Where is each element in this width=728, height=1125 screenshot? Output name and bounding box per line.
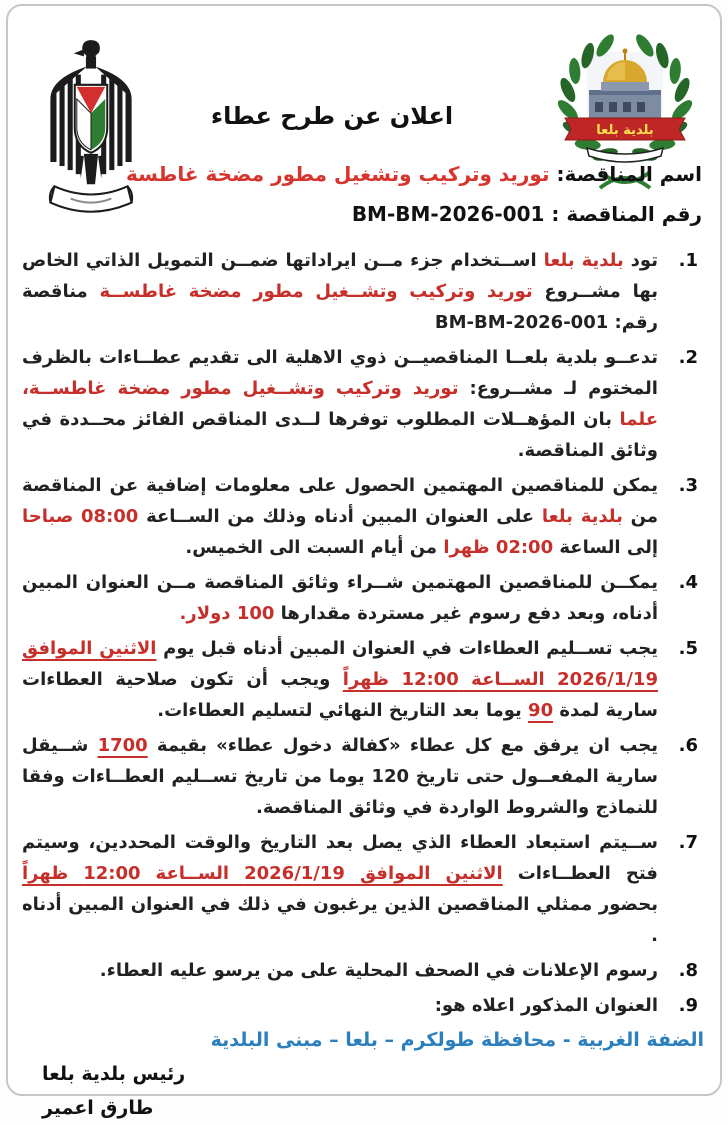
text-segment: ويجب أن تكون صلاحية العطاءات سارية لمدة	[22, 669, 658, 721]
list-item	[22, 633, 706, 726]
text-segment: تدعــو بلدية بلعــا المناقصيــن ذوي الاهلية الى تقديم عطــاءات بالظرف المختوم لـ مشــروع:	[22, 347, 658, 399]
item-text	[22, 633, 658, 726]
text-segment: العنوان المذكور اعلاه هو:	[434, 995, 658, 1016]
page-title: اعلان عن طرح عطاء	[210, 102, 454, 130]
list-item	[22, 245, 706, 338]
document-header	[22, 24, 706, 239]
item-text	[22, 730, 658, 823]
item-text	[22, 990, 658, 1021]
tender-name-value: توريد وتركيب وتشغيل مطور مضخة غاطسة	[126, 162, 550, 186]
text-segment: اســتخدام جزء مــن ايراداتها ضمــن التمويل الذاتي الخاص بها مشــروع	[22, 250, 658, 302]
item-text	[22, 245, 658, 338]
text-segment: ســيتم استبعاد العطاء الذي يصل بعد التاريخ والوقت المحددين، وسيتم فتح العطــاءات	[22, 832, 658, 884]
list-item	[22, 990, 706, 1021]
text-segment: رسوم الإعلانات في الصحف المحلية على من يرسو عليه العطاء.	[99, 960, 658, 981]
list-item	[22, 342, 706, 466]
item-number: 1.	[678, 250, 698, 271]
tender-name-line	[22, 162, 702, 186]
text-segment: يجب تســليم العطاءات في العنوان المبين أدناه قبل يوم	[156, 638, 658, 659]
text-segment: 100 دولار.	[179, 603, 275, 624]
text-segment: 90	[528, 700, 554, 721]
text-segment: بحضور ممثلي المناقصين الذين يرغبون في ذلك في العنوان المبين أدناه .	[22, 894, 658, 946]
text-segment: بلدية بلعا	[541, 506, 623, 527]
item-number: 6.	[678, 735, 698, 756]
tender-number-label: رقم المناقصة :	[551, 202, 702, 226]
tender-terms-list	[22, 245, 706, 1021]
text-segment: بلدية بلعا	[543, 250, 624, 271]
item-text	[22, 567, 658, 629]
text-segment: توريد وتركيب وتشــغيل مطور مضخة غاطســة، علما	[22, 378, 658, 430]
item-text	[22, 955, 658, 986]
signature-block	[22, 1057, 706, 1125]
text-segment: يوما بعد التاريخ النهائي لتسليم العطاءات.	[157, 700, 529, 721]
eagle-emblem-graphic	[40, 32, 142, 230]
text-segment: 1700	[97, 735, 148, 756]
item-text	[22, 470, 658, 563]
signature-title: رئيس بلدية بلعا	[42, 1063, 186, 1085]
tender-name-label: اسم المناقصة:	[556, 162, 702, 186]
text-segment: شــيقل سارية المفعــول حتى تاريخ 120 يوما من تاريخ تســليم العطــاءات وفقا للنماذج والشروط الواردة في وثائق المناقصة.	[22, 735, 659, 818]
palestinian-eagle-emblem-icon	[40, 32, 142, 230]
municipality-banner-text: بلدية بلعا	[596, 123, 654, 138]
text-segment: على العنوان المبين أدناه وذلك من الســاعة	[138, 506, 542, 527]
item-number: 8.	[678, 960, 698, 981]
item-text	[22, 827, 658, 951]
text-segment: 08:00 صباحا	[22, 506, 139, 527]
tender-number-value: BM-BM-2026-001	[351, 202, 545, 226]
tender-number-line	[22, 202, 702, 226]
text-segment: تود	[623, 250, 658, 271]
text-segment: يمكــن للمناقصين المهتمين شــراء وثائق المناقصة مــن العنوان المبين أدناه، وبعد دفع رسوم غير مستردة مقدارها	[22, 572, 658, 624]
text-segment: توريد وتركيب وتشــغيل مطور مضخة غاطســة	[99, 281, 533, 302]
list-item	[22, 730, 706, 823]
text-segment: الاثنين الموافق 2026/1/19 الســاعة 12:00 ظهراً	[22, 863, 503, 884]
list-item	[22, 567, 706, 629]
item-text	[22, 342, 658, 466]
list-item	[22, 955, 706, 986]
text-segment: الاثنين الموافق 2026/1/19 الســاعة 12:00 ظهراً	[22, 638, 658, 690]
item-number: 5.	[678, 638, 698, 659]
text-segment: يجب ان يرفق مع كل عطاء «كفالة دخول عطاء» بقيمة	[147, 735, 658, 756]
text-segment: من أيام السبت الى الخميس.	[185, 537, 444, 558]
item-number: 4.	[678, 572, 698, 593]
list-item	[22, 827, 706, 951]
text-segment: إلى الساعة	[553, 537, 658, 558]
text-segment: بان المؤهــلات المطلوب توفرها لــدى المناقص الفائز محــددة في وثائق المناقصة.	[22, 409, 658, 461]
text-segment: يمكن للمناقصين المهتمين الحصول على معلومات إضافية عن المناقصة من	[22, 475, 658, 527]
item-number: 2.	[678, 347, 698, 368]
announcement-page	[6, 4, 722, 1119]
signature-name: طارق اعمير	[42, 1097, 154, 1119]
item-number: 9.	[678, 995, 698, 1016]
list-item	[22, 470, 706, 563]
municipality-address: الضفة الغربية - محافظة طولكرم – بلعا – مبنى البلدية	[210, 1029, 704, 1051]
text-segment: 02:00 ظهرا	[443, 537, 554, 558]
item-number: 7.	[678, 832, 698, 853]
text-segment: مناقصة رقم: BM-BM-2026-001	[22, 281, 658, 333]
item-number: 3.	[678, 475, 698, 496]
